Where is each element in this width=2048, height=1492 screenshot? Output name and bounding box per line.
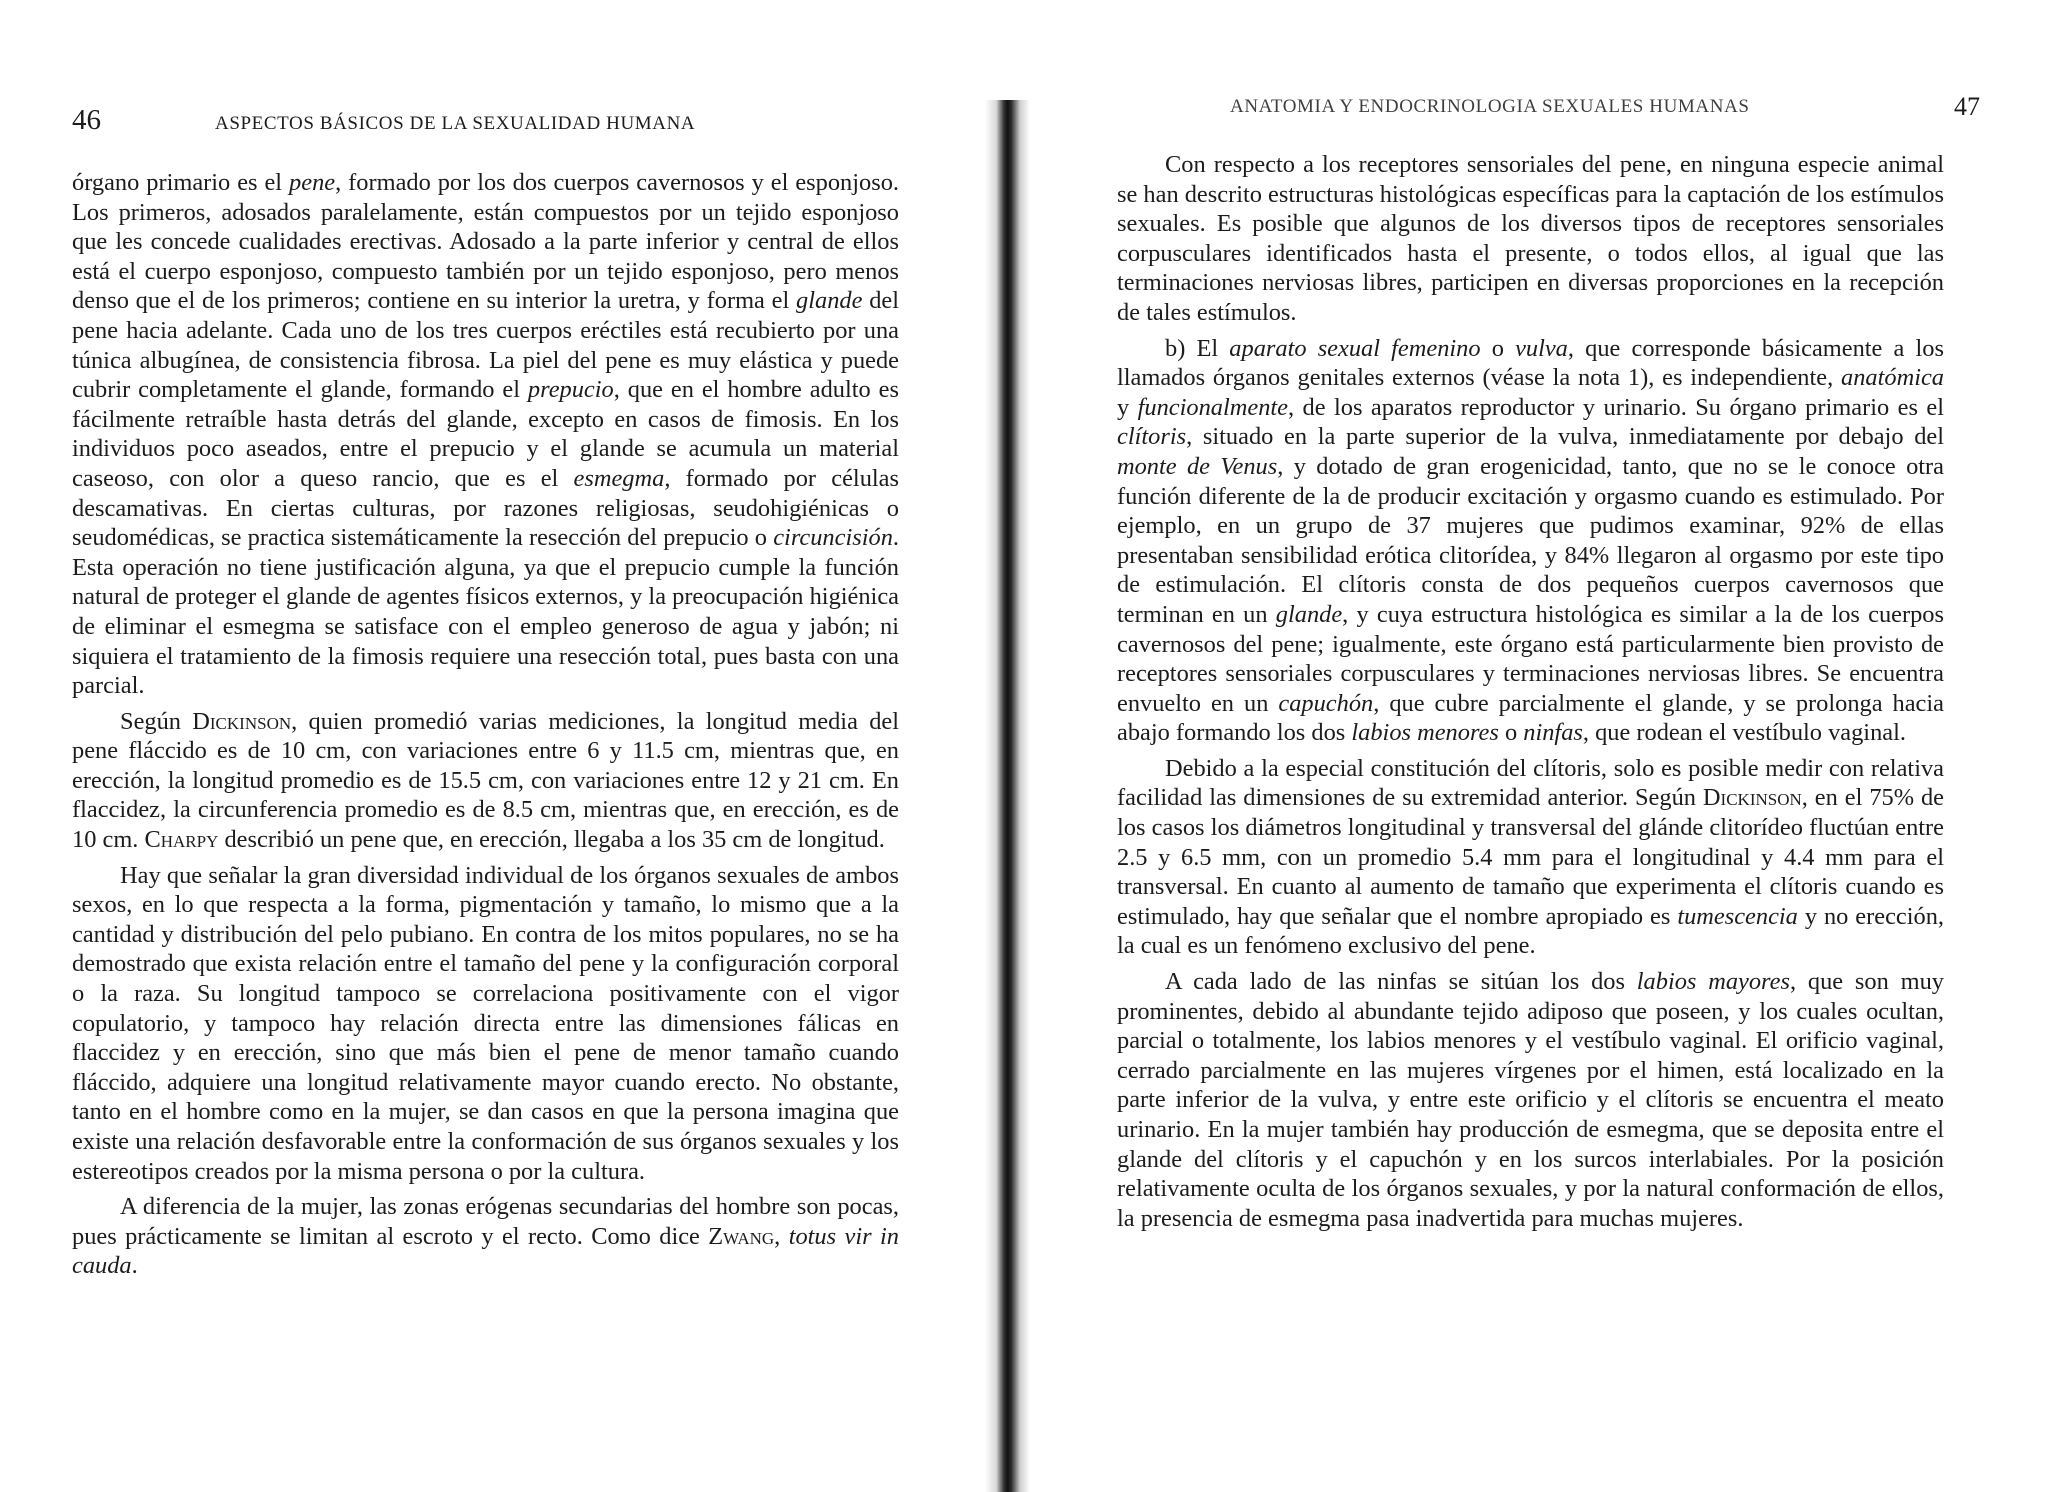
right-page-number: 47 xyxy=(1954,92,1980,121)
italic-term: tumescencia xyxy=(1677,902,1798,930)
paragraph xyxy=(72,707,899,855)
italic-term: capuchón xyxy=(1278,689,1374,717)
italic-term: monte de Venus xyxy=(1117,452,1278,480)
italic-term: glande xyxy=(796,287,863,315)
text-run: . xyxy=(131,1252,138,1280)
italic-term: glande xyxy=(1275,600,1343,628)
text-run: , que rodean el vestíbulo vaginal. xyxy=(1582,719,1906,747)
italic-term: ninfas xyxy=(1523,719,1583,747)
paragraph xyxy=(1117,967,1944,1233)
author-name: Dickinson xyxy=(1702,784,1802,812)
text-run: , en el 75% de los casos los diámetros longitudinal y transversal del glánde clitorídeo fluctúan entre 2.5 y 6.5 mm, con un promedio 5.4 mm para el longitudinal y 4.4 mm para el transversal. En cuanto al aumento de tamaño que experimenta el clítoris cuando es estimulado, hay que señalar que el nombre apropiado es xyxy=(1117,784,1945,930)
text-run: , que cubre parcialmente el glande, y se prolonga hacia abajo formando los dos xyxy=(1117,689,1944,747)
left-body-text xyxy=(72,168,899,1287)
italic-term: labios menores xyxy=(1351,719,1499,747)
text-run: , y dotado de gran erogenicidad, tanto, que no se le conoce otra función diferente de la de producir excitación y orgasmo cuando es estimulado. Por ejemplo, en un grupo de 37 mujeres que pudimos examinar, 92% de ellas presentaban sensibilidad erótica clitorídea, y 84% llegaron al orgasmo por este tipo de estimulación. El clítoris consta de dos pequeños cuerpos cavernosos que terminan en un xyxy=(1117,452,1944,628)
text-run: , de los aparatos reproductor y urinario. Su órgano primario es el xyxy=(1288,393,1944,421)
paragraph xyxy=(72,168,899,701)
paragraph xyxy=(72,861,899,1187)
author-name: Dickinson xyxy=(192,707,292,735)
italic-term: prepucio xyxy=(527,376,614,404)
text-run: describió un pene que, en erección, llegaba a los 35 cm de longitud. xyxy=(218,826,885,854)
text-run: A diferencia de la mujer, las zonas erógenas secundarias del hombre son pocas, pues prácticamente se limitan al escroto y el recto. Como dice xyxy=(72,1193,899,1250)
italic-term: circuncisión xyxy=(773,524,893,552)
text-run: y no erección, la cual es un fenómeno exclusivo del pene. xyxy=(1117,902,1944,960)
text-run: , quien promedió varias mediciones, la longitud media del pene fláccido es de 10 cm, con variaciones entre 6 y 11.5 cm, mientras que, en erección, la longitud promedio es de 15.5 cm, con variaciones entre 12 y 21 cm. En flaccidez, la circunferencia promedio es de 8.5 cm, mientras que, en erección, es de 10 cm. xyxy=(72,707,899,854)
paragraph xyxy=(1117,754,1944,961)
left-running-head: ASPECTOS BÁSICOS DE LA SEXUALIDAD HUMANA xyxy=(215,113,696,134)
author-name: Charpy xyxy=(144,826,219,854)
paragraph xyxy=(1117,334,1944,748)
text-run: b) El xyxy=(1165,334,1230,362)
text-run: y xyxy=(1117,393,1138,421)
text-run: Con respecto a los receptores sensoriales del pene, en ninguna especie animal se han descrito estructuras histológicas específicas para la captación de los estímulos sexuales. Es posible que algunos de los diversos tipos de receptores sensoriales corpusculares identificados hasta el presente, o todos ellos, al igual que las terminaciones nerviosas libres, participen en diversas proporciones en la recepción de tales estímulos. xyxy=(1117,151,1944,326)
text-run: Hay que señalar la gran diversidad individual de los órganos sexuales de ambos sexos, en lo que respecta a la forma, pigmentación y tamaño, lo mismo que a la cantidad y distribución del pelo pubiano. En contra de los mitos populares, no se ha demostrado que exista relación entre el tamaño del pene y la configuración corporal o la raza. Su longitud tampoco se correlaciona positivamente con el vigor copulatorio, y tampoco hay relación directa entre las dimensiones fálicas en flaccidez y en erección, sino que más bien el pene de menor tamaño cuando fláccido, adquiere una longitud relativamente mayor cuando erecto. No obstante, tanto en el hombre como en la mujer, se dan casos en que la persona imagina que existe una relación desfavorable entre la conformación de sus órganos sexuales y los estereotipos creados por la misma persona o por la cultura. xyxy=(72,861,899,1185)
italic-term: clítoris xyxy=(1117,423,1187,451)
text-run: órgano primario es el xyxy=(72,169,290,196)
italic-term: totus vir in cauda xyxy=(72,1222,899,1280)
text-run: del pene hacia adelante. Cada uno de los tres cuerpos eréctiles está recubierto por una túnica albugínea, de consistencia fibrosa. La piel del pene es muy elástica y puede cubrir completamente el glande, formando el xyxy=(72,287,899,404)
left-page xyxy=(0,0,985,1492)
italic-term: esmegma xyxy=(573,464,665,492)
left-page-header xyxy=(72,104,912,137)
right-page xyxy=(1030,0,2048,1492)
text-run: o xyxy=(1498,719,1524,747)
text-run: Según xyxy=(120,707,193,735)
right-body-text xyxy=(1117,150,1944,1239)
text-run: , xyxy=(774,1222,789,1250)
italic-term: funcionalmente xyxy=(1137,393,1289,421)
paragraph xyxy=(72,1192,899,1281)
italic-term: labios mayores xyxy=(1636,968,1790,996)
italic-term: pene xyxy=(289,169,336,196)
left-page-number: 46 xyxy=(72,104,101,136)
italic-term: aparato sexual femenino xyxy=(1229,334,1481,362)
text-run: , que corresponde básicamente a los llamados órganos genitales externos (véase la nota 1), es independiente, xyxy=(1117,334,1944,392)
text-run: . Esta operación no tiene justificación alguna, ya que el prepucio cumple la función natural de proteger el glande de agentes físicos externos, y la preocupación higiénica de eliminar el esmegma se satisface con el empleo generoso de agua y jabón; ni siquiera el tratamiento de la fimosis requiere una resección total, pues basta con una parcial. xyxy=(72,524,899,700)
book-gutter xyxy=(985,100,1030,1492)
paragraph xyxy=(1117,150,1944,328)
text-run: , situado en la parte superior de la vulva, inmediatamente por debajo del xyxy=(1186,423,1944,451)
text-run: Debido a la especial constitución del clítoris, solo es posible medir con relativa facilidad las dimensiones de su extremidad anterior. Según xyxy=(1117,754,1944,812)
text-run: o xyxy=(1480,334,1516,362)
text-run: , formado por células descamativas. En ciertas culturas, por razones religiosas, seudohigiénicas o seudomédicas, se practica sistemáticamente la resección del prepucio o xyxy=(72,464,899,552)
text-run: , formado por los dos cuerpos cavernosos y el esponjoso. Los primeros, adosados paralelamente, están compuestos por un tejido esponjoso que les concede cualidades erectivas. Adosado a la parte inferior y central de ellos está el cuerpo esponjoso, compuesto también por un tejido esponjoso, pero menos denso que el de los primeros; contiene en su interior la uretra, y forma el xyxy=(72,169,899,315)
author-name: Zwang xyxy=(708,1222,775,1250)
text-run: , y cuya estructura histológica es similar a la de los cuerpos cavernosos del pene; igualmente, este órgano está particularmente bien provisto de receptores sensoriales corpusculares y terminaciones nerviosas libres. Se encuentra envuelto en un xyxy=(1117,600,1944,717)
italic-term: anatómica xyxy=(1841,364,1944,392)
right-running-head: ANATOMIA Y ENDOCRINOLOGIA SEXUALES HUMANAS xyxy=(1230,96,1750,117)
text-run: A cada lado de las ninfas se sitúan los dos xyxy=(1165,968,1637,996)
right-page-header xyxy=(1230,92,2020,121)
text-run: , que en el hombre adulto es fácilmente retraíble hasta detrás del glande, excepto en casos de fimosis. En los individuos poco aseados, entre el prepucio y el glande se acumula un material caseoso, con olor a queso rancio, que es el xyxy=(72,376,899,492)
text-run: , que son muy prominentes, debido al abundante tejido adiposo que poseen, y los cuales ocultan, parcial o totalmente, los labios menores y el vestíbulo vaginal. El orificio vaginal, cerrado parcialmente en las mujeres vírgenes por el himen, está localizado en la parte inferior de la vulva, y entre este orificio y el clítoris se encuentra el meato urinario. En la mujer también hay producción de esmegma, que se deposita entre el glande del clítoris y el capuchón y en los surcos interlabiales. Por la posición relativamente oculta de los órganos sexuales, y por la natural conformación de ellos, la presencia de esmegma pasa inadvertida para muchas mujeres. xyxy=(1117,968,1944,1232)
italic-term: vulva xyxy=(1515,334,1568,362)
